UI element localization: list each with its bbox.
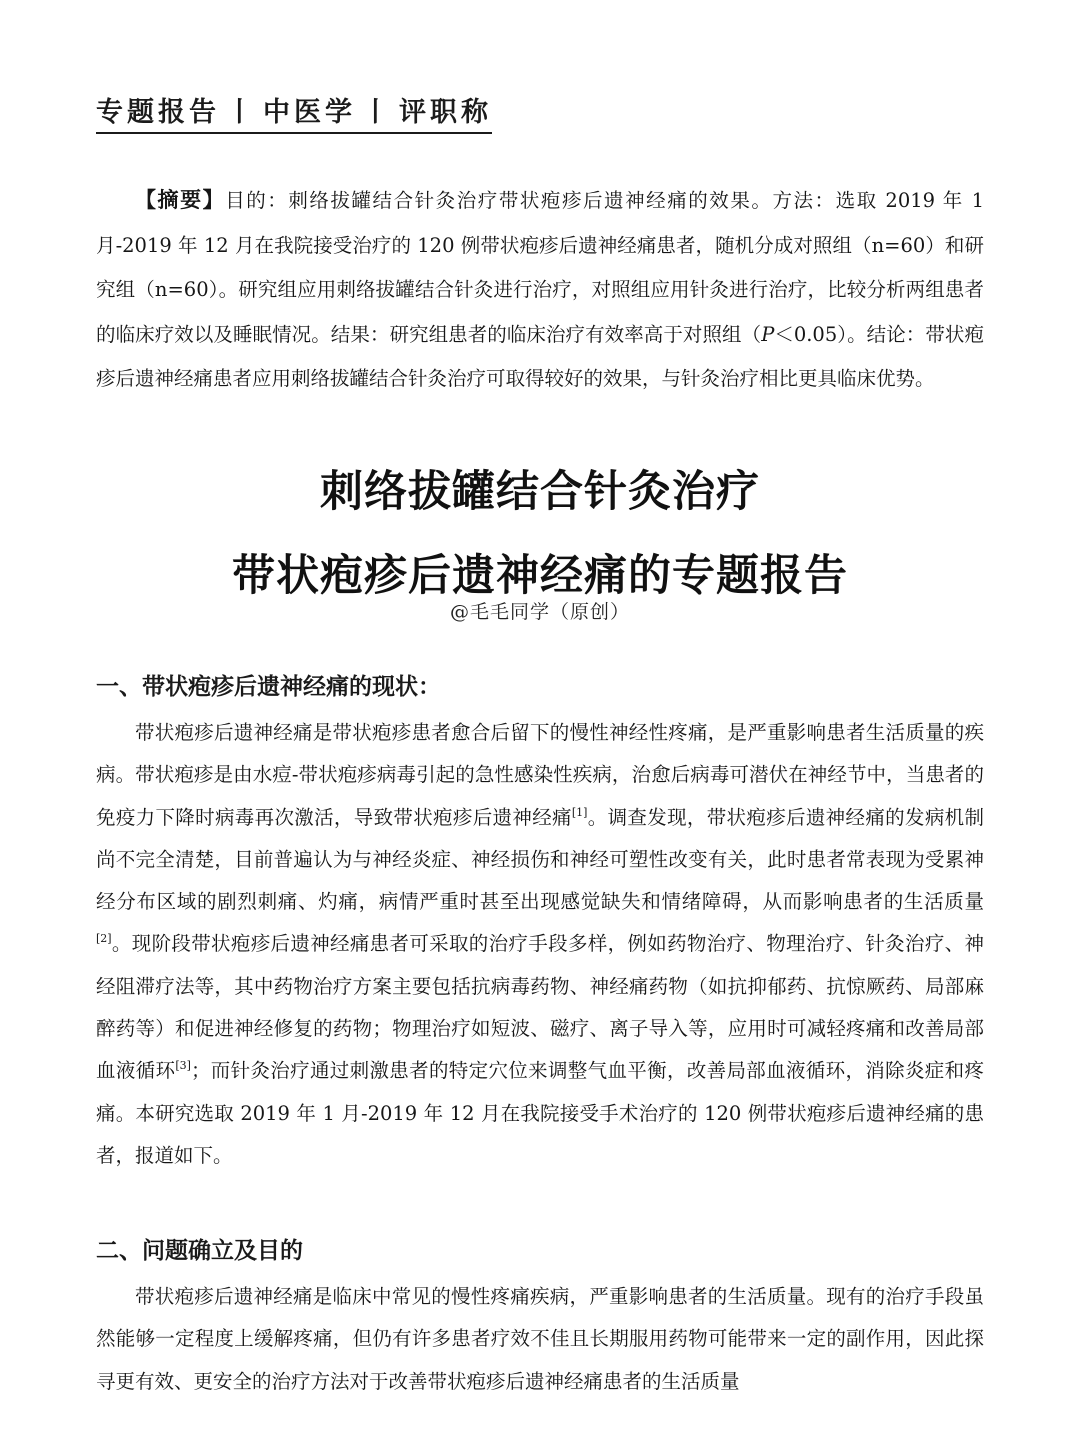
citation-ref-3: [3] (175, 1059, 191, 1073)
abstract-label: 【摘要】 (135, 188, 226, 212)
title-line-1: 刺络拔罐结合针灸治疗 (320, 467, 760, 517)
tag-title-evaluation: 评职称 (399, 97, 492, 128)
section-1-text-part-3: 。现阶段带状疱疹后遗神经痛患者可采取的治疗手段多样，例如药物治疗、物理治疗、针灸治疗、神经阻滞疗法等，其中药物治疗方案主要包括抗病毒药物、神经痛药物（如抗抑郁药、抗惊厥药、局部麻醉药等）和促进神经修复的药物；物理治疗如短波、磁疗、离子导入等，应用时可减轻疼痛和改善局部血液循环 (96, 932, 984, 1083)
title-line-2: 带状疱疹后遗神经痛的专题报告 (232, 551, 848, 601)
section-1-text-part-1: 带状疱疹后遗神经痛是带状疱疹患者愈合后留下的慢性神经性疼痛，是严重影响患者生活质量的疾病。带状疱疹是由水痘-带状疱疹病毒引起的急性感染性疾病，治愈后病毒可潜伏在神经节中，当患者的免疫力下降时病毒再次激活，导致带状疱疹后遗神经痛 (96, 721, 984, 829)
tag-special-report: 专题报告 (96, 97, 220, 128)
section-2-paragraph: 带状疱疹后遗神经痛是临床中常见的慢性疼痛疾病，严重影响患者的生活质量。现有的治疗手段虽然能够一定程度上缓解疼痛，但仍有许多患者疗效不佳且长期服用药物可能带来一定的副作用，因此探寻更有效、更安全的治疗方法对于改善带状疱疹后遗神经痛患者的生活质量 (96, 1285, 984, 1393)
tag-separator: 丨 (226, 97, 257, 128)
abstract-text: 目的：刺络拔罐结合针灸治疗带状疱疹后遗神经痛的效果。方法：选取 2019 年 1 月-2019 年 12 月在我院接受治疗的 120 例带状疱疹后遗神经痛患者，随机分成对照组（n=60）和研究组（n=60）。研究组应用刺络拔罐结合针灸进行治疗，对照组应用针灸进行治疗，比较分析两组患者的临床疗效以及睡眠情况。结果：研究组患者的临床治疗有效率高于对照组（ (96, 189, 985, 346)
section-1-paragraph (96, 712, 984, 1177)
author-credit: @毛毛同学（原创） (449, 601, 630, 623)
section-2-heading: 二、问题确立及目的 (96, 1238, 303, 1264)
citation-ref-1: [1] (571, 805, 588, 819)
p-value-symbol: P (761, 322, 775, 346)
abstract-text-end: ＜0.05）。结论：带状疱疹后遗神经痛患者应用刺络拔罐结合针灸治疗可取得较好的效果，与针灸治疗相比更具临床优势。 (96, 322, 984, 390)
header-category-tags (96, 90, 492, 134)
section-1-text-part-4: ；而针灸治疗通过刺激患者的特定穴位来调整气血平衡，改善局部血液循环，消除炎症和疼痛。本研究选取 2019 年 1 月-2019 年 12 月在我院接受手术治疗的 120 例带状疱疹后遗神经痛的患者，报道如下。 (96, 1059, 984, 1167)
tag-separator: 丨 (362, 97, 393, 128)
section-1-heading: 一、带状疱疹后遗神经痛的现状： (96, 674, 441, 700)
tag-tcm: 中医学 (263, 97, 356, 128)
section-1-text-part-2: 。调查发现，带状疱疹后遗神经痛的发病机制尚不完全清楚，目前普遍认为与神经炎症、神经损伤和神经可塑性改变有关，此时患者常表现为受累神经分布区域的剧烈刺痛、灼痛，病情严重时甚至出现感觉缺失和情绪障碍，从而影响患者的生活质量 (96, 805, 984, 914)
abstract-paragraph (96, 178, 984, 402)
citation-ref-2: [2] (96, 932, 112, 946)
